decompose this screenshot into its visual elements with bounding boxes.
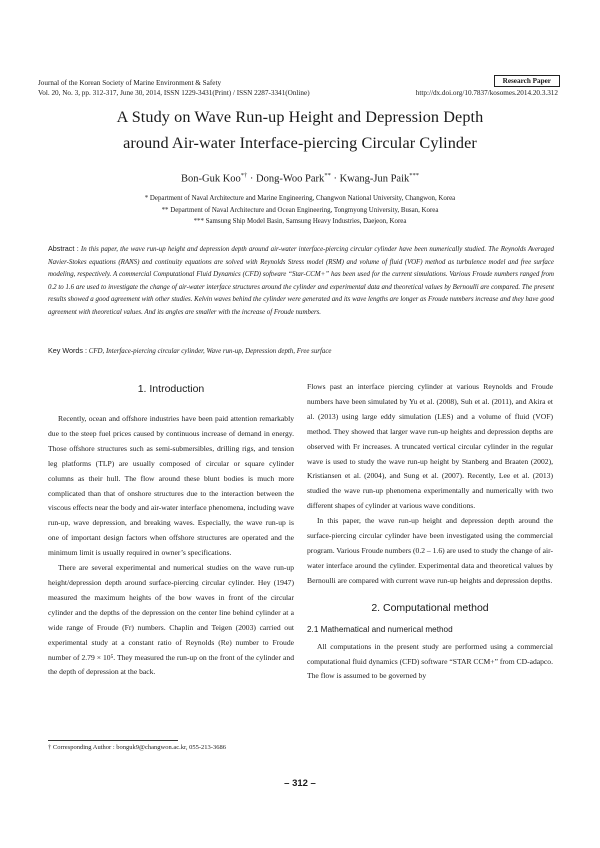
affiliation-1: * Department of Naval Architecture and Marine Engineering, Changwon National University, Changwon, Korea bbox=[144, 195, 456, 202]
intro-paragraph-1: Recently, ocean and offshore industries have been paid attention remarkably due to the steep fuel prices caused by continuous increase of demand in energy. Those offshore structures such as semi-submersibles, drilling rigs, and tension leg platforms (TLP) are usually composed of circular or square cylinder columns as their hull. The flow around these blunt bodies is much more complicated than that of onshore structures due to the interaction between the viscous effects near the body and air-water interface phenomena, including wave run-up, wave depression, and breaking waves. Especially, the wave run-up is one of important design factors when offshore structures are operated and the minimum limit is usually required in owner’s specifications. bbox=[48, 414, 294, 558]
volume-info: Vol. 20, No. 3, pp. 312-317, June 30, 2014, ISSN 1229-3431(Print) / ISSN 2287-3341(Online) bbox=[38, 89, 310, 97]
author-2: Dong-Woo Park bbox=[256, 173, 325, 185]
corresponding-mark: † bbox=[244, 172, 248, 179]
abstract bbox=[48, 243, 554, 319]
section-1-heading: 1. Introduction bbox=[137, 383, 205, 395]
left-column bbox=[48, 380, 294, 680]
page-number: – 312 – bbox=[284, 778, 316, 789]
author-3: Kwang-Jun Paik bbox=[339, 173, 410, 185]
affiliation-2: ** Department of Naval Architecture and Ocean Engineering, Tongmyong University, Busan, Korea bbox=[161, 206, 439, 214]
subsection-2-1-heading: 2.1 Mathematical and numerical method bbox=[307, 624, 453, 634]
journal-header bbox=[38, 78, 558, 98]
doi-link[interactable]: http://dx.doi.org/10.7837/kosomes.2014.20.3.312 bbox=[415, 89, 558, 97]
keywords bbox=[48, 346, 554, 355]
right-column bbox=[307, 380, 553, 684]
method-paragraph-1: All computations in the present study are performed using a commercial computational fluid dynamics (CFD) software “STAR CCM+” from CD-adapco. The flow is assumed to be governed by bbox=[307, 641, 553, 681]
intro-paragraph-3: Flows past an interface piercing cylinder at various Reynolds and Froude numbers have been simulated by Yu et al. (2008), Suh et al. (2011), and Akira et al. (2013) using large eddy simulation (LES) and a volume of fluid (VOF) method. They showed that larger wave run-up heights and depression depths are observed with Fr increases. A truncated vertical circular cylinder in the regular wave is used to study the wave run-up height by Stanberg and Braaten (2002), Kristiansen et al. (2004), and Sung et al. (2007). Recently, Lee et al. (2013) studied the wave run-up phenomena experimentally and numerically with two different shapes of cylinder at various wave conditions. bbox=[307, 382, 553, 511]
section-2-heading: 2. Computational method bbox=[371, 601, 489, 614]
abstract-text: In this paper, the wave run-up height and depression depth around air-water interface-piercing circular cylinder have been numerically studied. The Reynolds Averaged Navier-Stokes equations (RANS) and continuity equations are solved with Reynolds Stress model (RSM) and volume of fluid (VOF) method as turbulence model and free surface modeling, respectively. A commercial Computational Fluid Dynamics (CFD) software “Star-CCM+” has been used for the current simulations. Various Froude numbers ranged from 0.2 to 1.6 are used to investigate the change of air-water interface structures around the cylinder and experimental data and theoretical values by Bernoulli are compared. The present results showed a good agreement with other studies. Kelvin waves behind the cylinder were generated and its wave lengths are longer as Froude numbers increase and they have good agreement with theoretical values. And its angles are smaller with the increase of Froude numbers. bbox=[48, 246, 554, 316]
author-1-mark: * bbox=[240, 172, 245, 179]
author-1: Bon-Guk Koo bbox=[180, 173, 241, 185]
research-paper-badge: Research Paper bbox=[494, 75, 560, 87]
footnote-rule bbox=[48, 740, 178, 741]
intro-paragraph-4: In this paper, the wave run-up height and depression depth around the surface-piercing circular cylinder have been investigated using the commercial program. Various Froude numbers (0.2 – 1.6) are used to study the change of air-water interface around the cylinder. Experimental data and theoretical values by Bernoulli are compared with current wave run-up heights and depression depths. bbox=[307, 516, 553, 585]
intro-paragraph-2: There are several experimental and numerical studies on the wave run-up height/depression depth around surface-piercing circular cylinder. Hey (1947) measured the maximum heights of the bow waves in front of the circular cylinder and the depths of the depression on the center line behind cylinder at a wide range of Froude (Fr) numbers. Chaplin and Teigen (2003) carried out experimental study at a constant ratio of Reynolds (Re) number to Froude number of 2.79 × 10⁵. They measured the run-up on the front of the cylinder and the depth of depression at the back. bbox=[48, 563, 294, 677]
abstract-label: Abstract : bbox=[48, 244, 79, 253]
paper-title bbox=[0, 104, 600, 156]
author-3-mark: *** bbox=[409, 172, 420, 179]
journal-name: Journal of the Korean Society of Marine Environment & Safety bbox=[38, 79, 222, 87]
title-line-1: A Study on Wave Run-up Height and Depression Depth bbox=[116, 108, 484, 126]
corresponding-author-footnote: † Corresponding Author : bonguk9@changwon.ac.kr, 055-213-3686 bbox=[48, 744, 226, 751]
author-separator: · bbox=[330, 173, 340, 185]
affiliations bbox=[0, 193, 600, 228]
author-2-mark: ** bbox=[324, 172, 331, 179]
author-list bbox=[0, 172, 600, 185]
keywords-label: Key Words : bbox=[48, 346, 88, 355]
keywords-text: CFD, Interface-piercing circular cylinder, Wave run-up, Depression depth, Free surface bbox=[88, 348, 332, 355]
affiliation-3: *** Samsung Ship Model Basin, Samsung Heavy Industries, Daejeon, Korea bbox=[193, 218, 407, 225]
title-line-2: around Air-water Interface-piercing Circular Cylinder bbox=[123, 134, 477, 152]
author-separator: · bbox=[247, 173, 257, 185]
